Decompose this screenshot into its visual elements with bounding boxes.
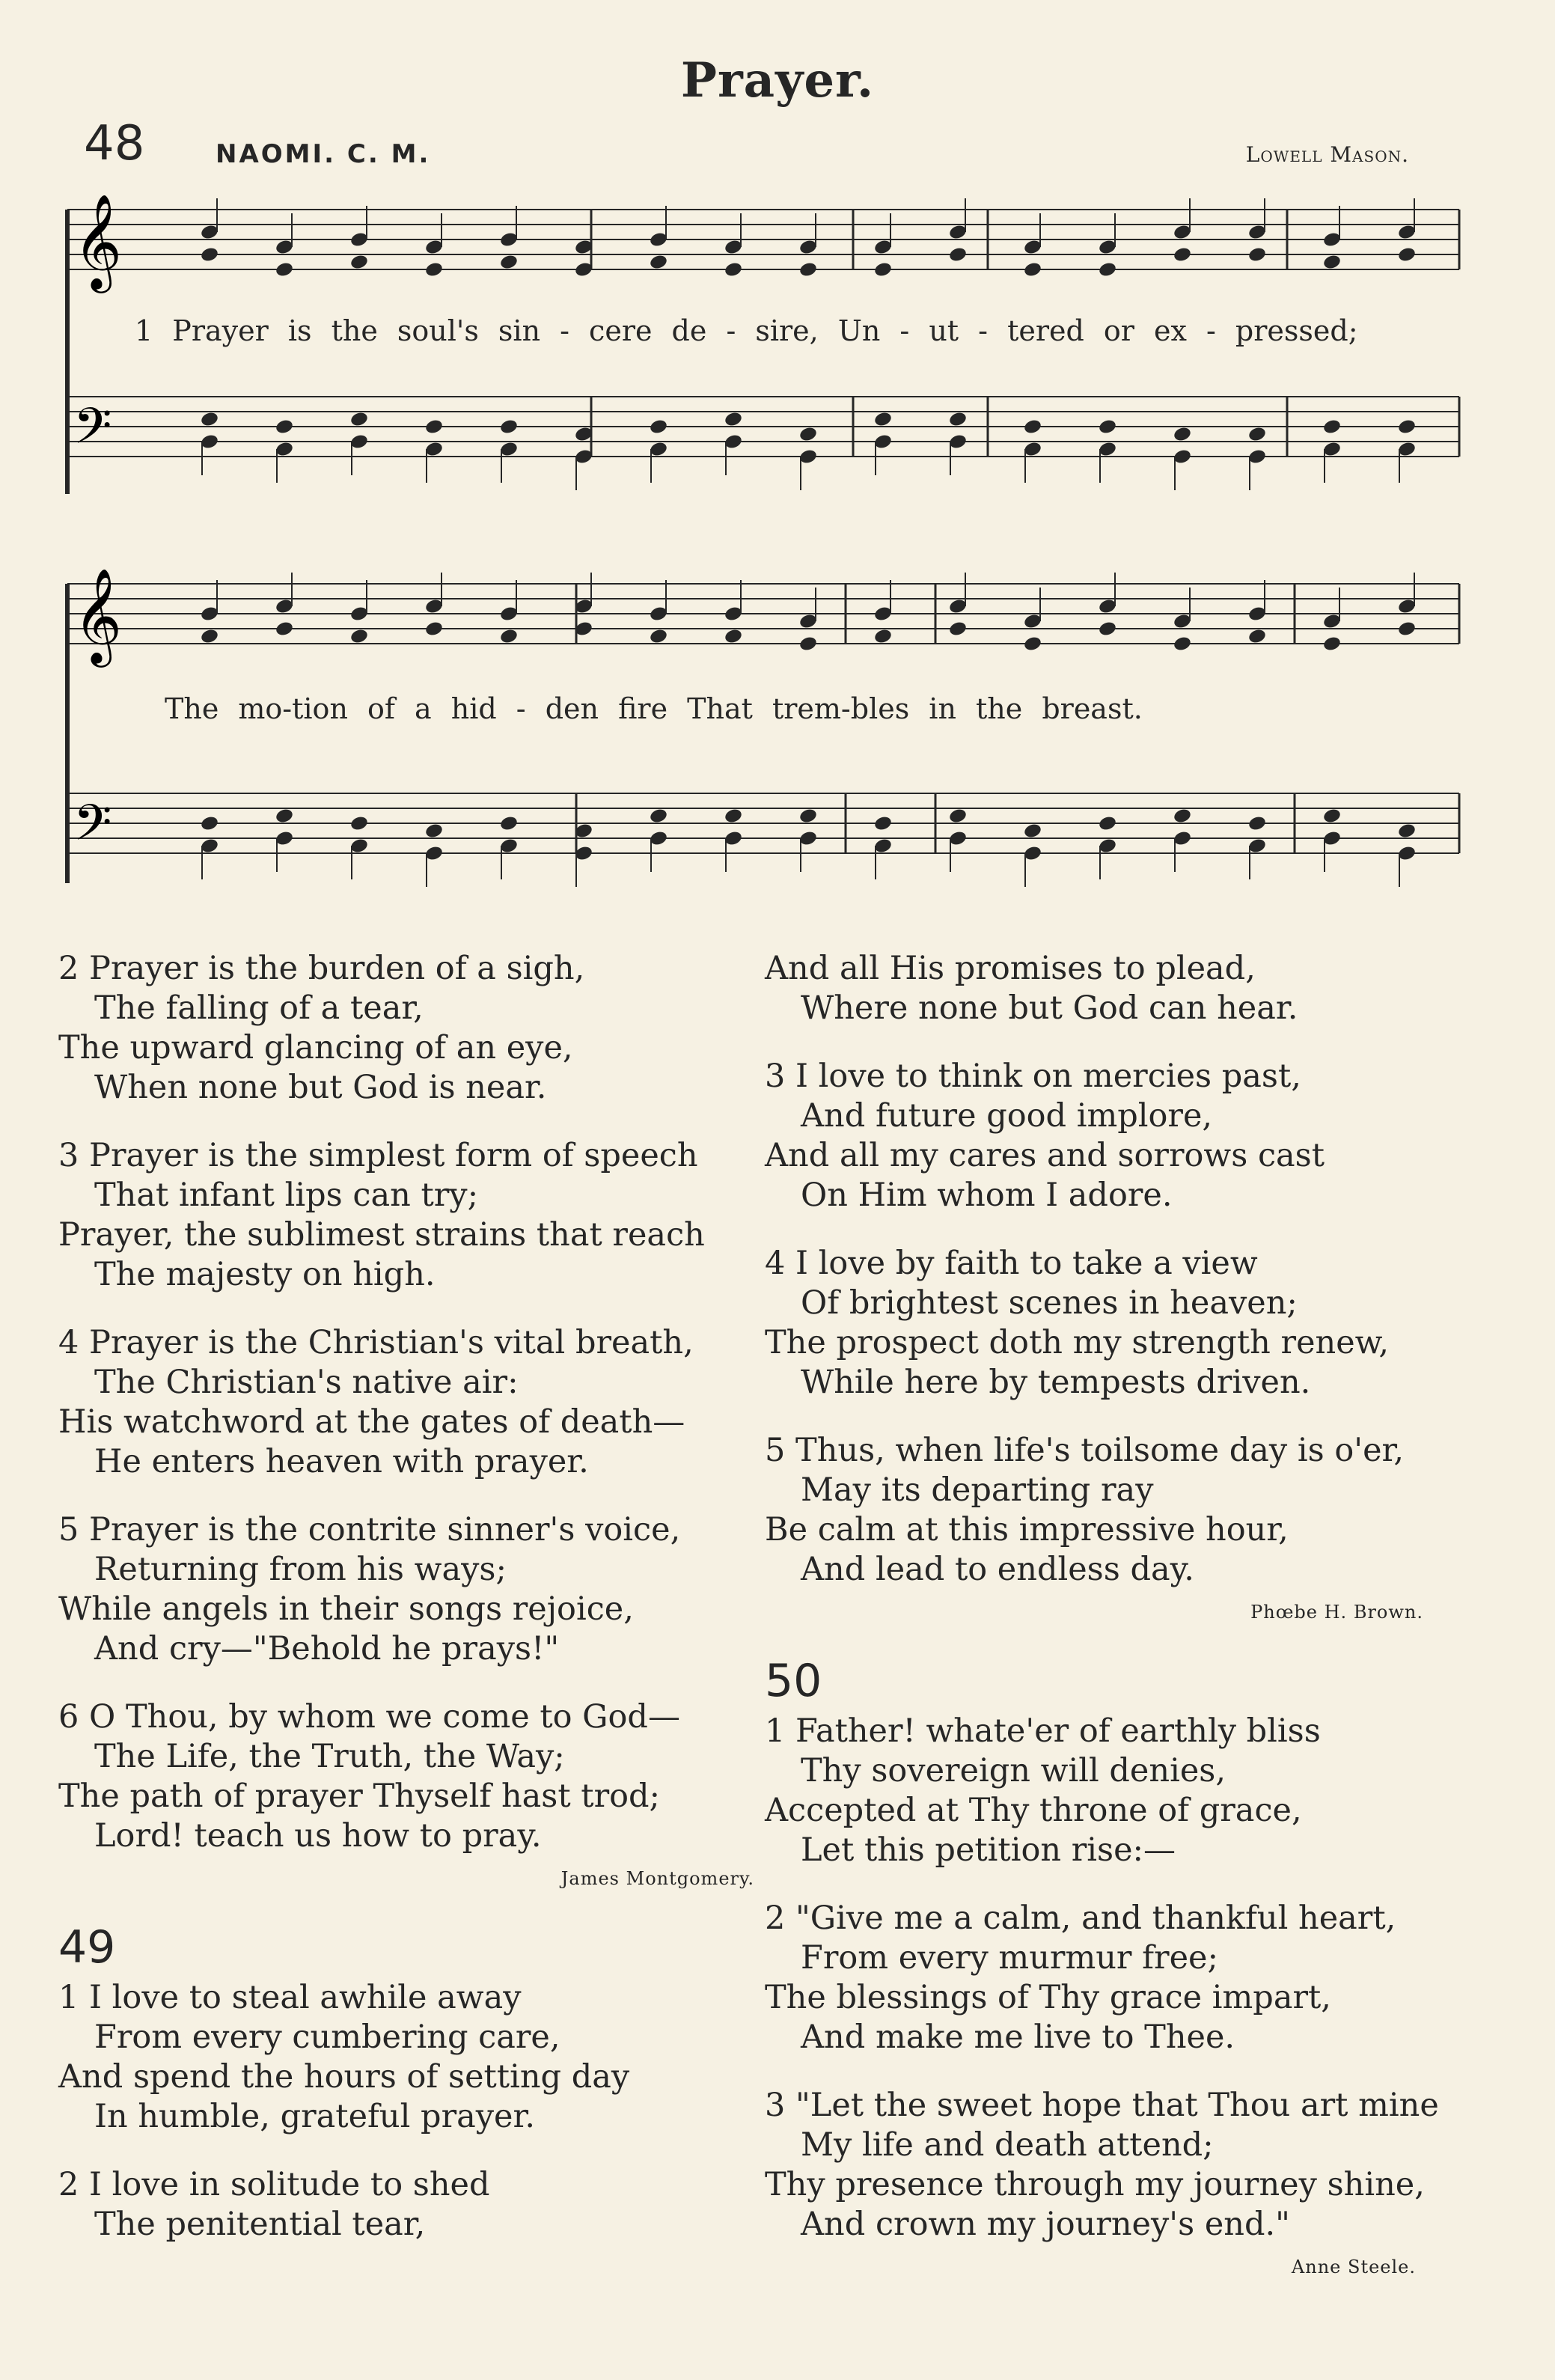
left-column (58, 949, 754, 2273)
verse-line: The majesty on high. (94, 1256, 436, 1293)
verse-line: While angels in their songs rejoice, (58, 1590, 634, 1628)
tune-name: NAOMI. C. M. (216, 139, 431, 169)
note-head (349, 628, 369, 645)
verse-line: 1 Father! whate'er of earthly bliss (765, 1712, 1321, 1750)
verse-line: In humble, grateful prayer. (94, 2098, 536, 2135)
note-head (349, 815, 369, 832)
note-head (275, 261, 294, 278)
note-head (1098, 815, 1117, 832)
note-head (1397, 418, 1417, 436)
note-head (1247, 628, 1267, 645)
verse-line: 2 I love in solitude to shed (58, 2166, 490, 2203)
verse-line: And all my cares and sorrows cast (765, 1137, 1325, 1174)
verse-line: The Christian's native air: (94, 1364, 519, 1401)
note-head (798, 261, 818, 278)
verse-line: Returning from his ways; (94, 1551, 507, 1588)
verse-line: That infant lips can try; (94, 1177, 479, 1214)
note-head (424, 261, 444, 278)
verse-line: The path of prayer Thyself hast trod; (58, 1778, 661, 1815)
verse-line: 3 "Let the sweet hope that Thou art mine (765, 2087, 1439, 2124)
note-head (275, 620, 294, 638)
note-head (1023, 418, 1042, 436)
verse-line: And all His promises to plead, (765, 950, 1256, 987)
verse-line: Lord! teach us how to pray. (94, 1817, 542, 1855)
note-head (649, 254, 668, 271)
note-head (948, 246, 968, 263)
verse-line: When none but God is near. (94, 1069, 547, 1106)
note-head (1322, 254, 1342, 271)
verse-line: Prayer, the sublimest strains that reach (58, 1216, 705, 1254)
verse-line: 2 "Give me a calm, and thankful heart, (765, 1900, 1396, 1937)
note-head (798, 426, 818, 443)
note-head (1173, 808, 1192, 825)
verse-line: Thy sovereign will denies, (801, 1752, 1226, 1789)
hymn-number: 50 (765, 1655, 822, 1707)
verse-stanza (765, 1431, 1461, 1590)
verse-line: The Life, the Truth, the Way; (94, 1738, 565, 1775)
note-head (798, 635, 818, 653)
verse-line: Of brightest scenes in heaven; (801, 1284, 1298, 1322)
author-credit: Anne Steele. (1291, 2257, 1416, 2277)
note-head (1098, 418, 1117, 436)
verse-stanza (765, 949, 1461, 1028)
verse-line: 3 Prayer is the simplest form of speech (58, 1137, 698, 1174)
note-head (948, 620, 968, 638)
note-head (349, 411, 369, 428)
note-head (873, 815, 893, 832)
lyric-line-1: 1 Prayer is the soul's sin - cere de - sire, Un - ut - tered or ex - pressed; (135, 314, 1358, 347)
verse-line: From every cumbering care, (94, 2019, 560, 2056)
verse-line: 2 Prayer is the burden of a sigh, (58, 950, 585, 987)
note-head (1173, 635, 1192, 653)
hymn-number: 48 (84, 116, 145, 171)
verse-stanza (765, 1899, 1461, 2057)
music-system-1 (60, 195, 1467, 509)
note-head (200, 628, 219, 645)
note-head (1023, 823, 1042, 840)
verse-line: Let this petition rise:— (801, 1831, 1176, 1869)
note-head (1098, 620, 1117, 638)
note-head (1173, 426, 1192, 443)
note-heads (200, 573, 1417, 887)
note-head (724, 808, 743, 825)
note-head (424, 620, 444, 638)
note-head (1397, 620, 1417, 638)
note-head (1023, 261, 1042, 278)
note-head (499, 418, 519, 436)
note-head (499, 815, 519, 832)
note-head (424, 418, 444, 436)
note-head (200, 246, 219, 263)
verse-line: Accepted at Thy throne of grace, (765, 1792, 1302, 1829)
verse-line: While here by tempests driven. (801, 1364, 1311, 1401)
note-head (200, 815, 219, 832)
verse-stanza (765, 1244, 1461, 1403)
verse-stanza (58, 1323, 732, 1482)
note-head (499, 628, 519, 645)
note-head (948, 808, 968, 825)
treble-clef-icon: 𝄞 (73, 569, 123, 663)
note-head (798, 808, 818, 825)
author-credit: Phœbe H. Brown. (1250, 1602, 1423, 1623)
verse-line: And future good implore, (801, 1097, 1213, 1135)
note-head (1098, 261, 1117, 278)
note-head (1247, 246, 1267, 263)
verse-stanza (58, 949, 732, 1108)
verse-line: And lead to endless day. (801, 1551, 1194, 1588)
note-head (873, 628, 893, 645)
note-head (1322, 808, 1342, 825)
note-head (200, 411, 219, 428)
note-head (499, 254, 519, 271)
treble-staff (67, 210, 1459, 269)
note-head (1023, 635, 1042, 653)
verse-line: And spend the hours of setting day (58, 2058, 630, 2096)
verse-line: And crown my journey's end." (801, 2206, 1290, 2243)
verse-line: The upward glancing of an eye, (58, 1029, 573, 1067)
verse-line: 3 I love to think on mercies past, (765, 1058, 1301, 1095)
bass-clef-icon: 𝄢 (73, 397, 112, 467)
note-head (1173, 246, 1192, 263)
verse-stanza (765, 1057, 1461, 1215)
verse-line: The prospect doth my strength renew, (765, 1324, 1390, 1361)
note-head (1247, 426, 1267, 443)
verse-line: My life and death attend; (801, 2126, 1214, 2164)
verse-line: 5 Prayer is the contrite sinner's voice, (58, 1511, 681, 1548)
note-head (424, 823, 444, 840)
verse-line: The blessings of Thy grace impart, (765, 1979, 1331, 2016)
verse-line: 6 O Thou, by whom we come to God— (58, 1698, 680, 1736)
verse-line: He enters heaven with prayer. (94, 1443, 589, 1480)
note-head (873, 261, 893, 278)
note-head (1322, 635, 1342, 653)
note-head (948, 411, 968, 428)
note-head (724, 628, 743, 645)
note-head (724, 261, 743, 278)
note-head (1322, 418, 1342, 436)
note-head (1247, 815, 1267, 832)
verse-line: His watchword at the gates of death— (58, 1403, 685, 1441)
bass-clef-icon: 𝄢 (73, 794, 112, 864)
bass-staff (67, 397, 1459, 457)
verse-stanza (765, 2086, 1461, 2245)
note-head (1397, 246, 1417, 263)
note-head (349, 254, 369, 271)
note-head (649, 628, 668, 645)
verse-stanza (58, 1510, 732, 1669)
right-column (765, 949, 1461, 2310)
lyric-line-2: The mo-tion of a hid - den fire That trem-bles in the breast. (165, 692, 1143, 725)
author-credit: James Montgomery. (560, 1868, 754, 1889)
note-head (275, 418, 294, 436)
verse-line: And cry—"Behold he prays!" (94, 1630, 560, 1667)
note-head (1397, 823, 1417, 840)
note-head (649, 808, 668, 825)
verse-line: The falling of a tear, (94, 989, 424, 1027)
verse-line: And make me live to Thee. (801, 2019, 1235, 2056)
music-system-2 (60, 569, 1467, 921)
hymn-number: 49 (58, 1921, 116, 1974)
note-head (275, 808, 294, 825)
verse-line: 4 Prayer is the Christian's vital breath, (58, 1324, 694, 1361)
note-head (724, 411, 743, 428)
verse-line: Thy presence through my journey shine, (765, 2166, 1425, 2203)
verse-line: 4 I love by faith to take a view (765, 1245, 1258, 1282)
note-head (649, 418, 668, 436)
composer-credit: Lowell Mason. (1245, 142, 1409, 167)
verse-line: 5 Thus, when life's toilsome day is o'er, (765, 1432, 1405, 1469)
verse-stanza (58, 1697, 732, 1856)
section-title: Prayer. (680, 52, 875, 109)
note-head (873, 411, 893, 428)
verse-line: May its departing ray (801, 1471, 1154, 1509)
verse-line: On Him whom I adore. (801, 1177, 1173, 1214)
verse-stanza (765, 1712, 1461, 1870)
verse-line: From every murmur free; (801, 1939, 1218, 1977)
verse-line: Be calm at this impressive hour, (765, 1511, 1289, 1548)
verse-stanza (58, 1978, 732, 2137)
verse-line: 1 I love to steal awhile away (58, 1979, 522, 2016)
verse-stanza (58, 1136, 732, 1295)
treble-clef-icon: 𝄞 (73, 195, 123, 289)
verse-line: The penitential tear, (94, 2206, 426, 2243)
verse-stanza (58, 2165, 732, 2245)
verse-line: Where none but God can hear. (801, 989, 1298, 1027)
